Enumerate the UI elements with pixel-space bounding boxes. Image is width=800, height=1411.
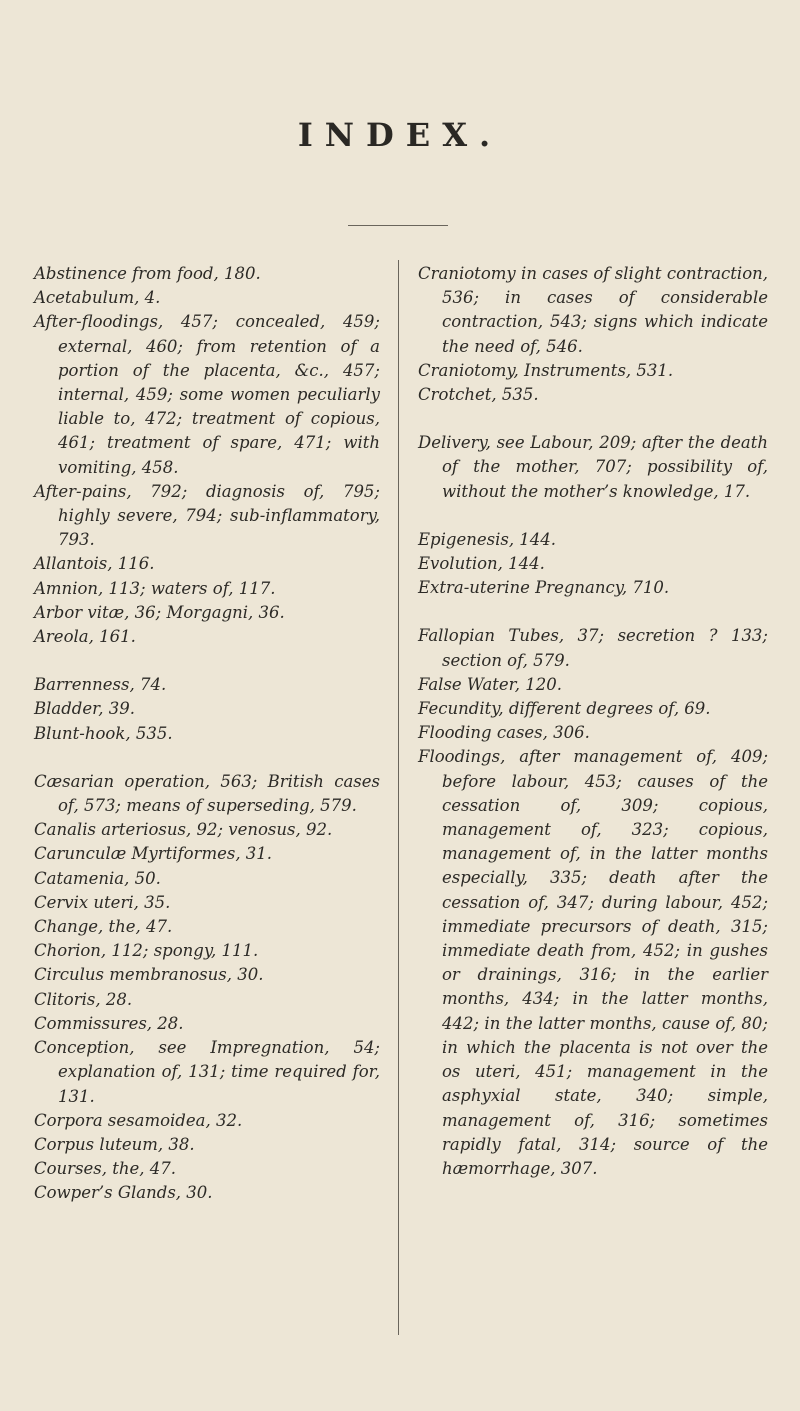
index-entry: After-floodings, 457; concealed, 459; external, 460; from retention of a portion of the placenta, &c., 457; internal, 459; some women peculiarly liable to, 472; treatment of copious, 461; treatment of spare, 471; with vomiting, 458. (34, 312, 380, 477)
section-gap (418, 600, 768, 624)
index-entry: Barrenness, 74. (34, 675, 167, 695)
section-gap (34, 746, 380, 770)
index-entry: Fecundity, different degrees of, 69. (418, 699, 711, 719)
index-entry: Flooding cases, 306. (418, 723, 590, 743)
index-entry: Allantois, 116. (34, 554, 155, 574)
index-entry: Commissures, 28. (34, 1013, 184, 1033)
index-entry: Epigenesis, 144. (418, 529, 557, 549)
index-entry: Cervix uteri, 35. (34, 892, 171, 912)
index-entry: Evolution, 144. (418, 554, 545, 574)
index-entry: Blunt-hook, 535. (34, 723, 173, 743)
section-gap (418, 504, 768, 528)
section-gap (34, 649, 380, 673)
index-entry: Extra-uterine Pregnancy, 710. (418, 578, 670, 598)
title-rule (348, 225, 448, 226)
index-entry: Acetabulum, 4. (34, 288, 161, 308)
index-entry: Conception, see Impregnation, 54; explanation of, 131; time required for, 131. (34, 1038, 380, 1106)
index-entry: Change, the, 47. (34, 917, 173, 937)
index-entry: Areola, 161. (34, 627, 136, 647)
index-entry: Circulus membranosus, 30. (34, 965, 264, 985)
index-entry: Corpus luteum, 38. (34, 1134, 195, 1154)
index-entry: Craniotomy in cases of slight contraction, 536; in cases of considerable contraction, 543; signs which indicate the need of, 546. (418, 264, 768, 356)
index-entry: Courses, the, 47. (34, 1159, 177, 1179)
left-column (34, 262, 380, 1206)
page-title: INDEX. (297, 116, 503, 154)
index-entry: False Water, 120. (418, 674, 562, 694)
index-entry: Abstinence from food, 180. (34, 264, 261, 283)
index-entry: Craniotomy, Instruments, 531. (418, 360, 674, 380)
index-entry: Catamenia, 50. (34, 868, 161, 888)
index-entry: Crotchet, 535. (418, 385, 539, 405)
index-entry: Chorion, 112; spongy, 111. (34, 941, 259, 961)
index-entry: Cowper’s Glands, 30. (34, 1183, 213, 1203)
index-entry: Canalis arteriosus, 92; venosus, 92. (34, 820, 333, 840)
column-divider (398, 260, 399, 1335)
index-entry: Fallopian Tubes, 37; secretion ? 133; section of, 579. (418, 626, 768, 670)
index-entry: Cæsarian operation, 563; British cases of, 573; means of superseding, 579. (34, 771, 380, 816)
index-entry: Amnion, 113; waters of, 117. (34, 578, 276, 598)
index-entry: Carunculæ Myrtiformes, 31. (34, 844, 273, 864)
index-entry: After-pains, 792; diagnosis of, 795; highly severe, 794; sub-inflammatory, 793. (34, 481, 380, 550)
index-entry: Corpora sesamoidea, 32. (34, 1110, 243, 1130)
index-entry: Arbor vitæ, 36; Morgagni, 36. (34, 602, 285, 622)
index-entry: Delivery, see Labour, 209; after the death of the mother, 707; possibility of, without the mother’s knowledge, 17. (418, 433, 768, 501)
section-gap (418, 407, 768, 431)
index-entry: Clitoris, 28. (34, 989, 133, 1009)
index-entry: Floodings, after management of, 409; before labour, 453; causes of the cessation of, 309; copious, management of, 323; copious, management of, in the latter months especially, 335; death after the cessation of, 347; during labour, 452; immediate precursors of death, 315; immediate death from, 452; in gushes or drainings, 316; in the earlier months, 434; in the latter months, 442; in the latter months, cause of, 80; in which the placenta is not over the os uteri, 451; management in the asphyxial state, 340; simple, management of, 316; sometimes rapidly fatal, 314; source of the hæmorrhage, 307. (418, 747, 768, 1178)
index-entry: Bladder, 39. (34, 699, 135, 719)
right-column (418, 262, 768, 1181)
